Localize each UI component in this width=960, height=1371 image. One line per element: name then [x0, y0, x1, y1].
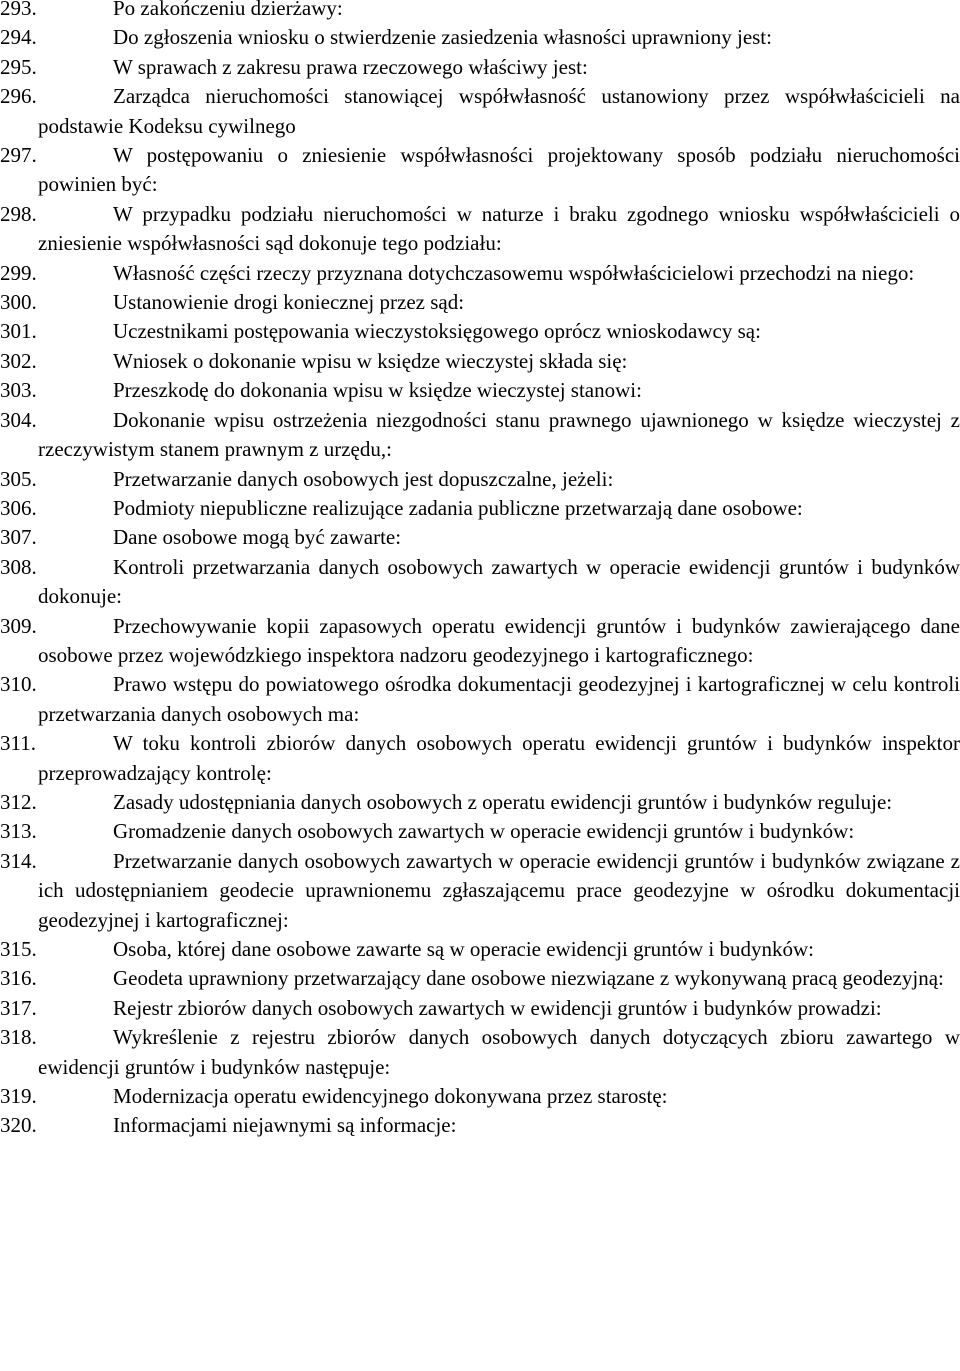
question-text: Kontroli przetwarzania danych osobowych zawartych w operacie ewidencji gruntów i budynków dokonuje:: [38, 554, 960, 609]
question-item: [0, 847, 960, 935]
question-text: Przetwarzanie danych osobowych jest dopuszczalne, jeżeli:: [113, 466, 614, 491]
question-item: [0, 729, 960, 788]
question-item: [0, 612, 960, 671]
question-text: Do zgłoszenia wniosku o stwierdzenie zasiedzenia własności uprawniony jest:: [113, 25, 772, 50]
question-item: [0, 994, 960, 1023]
question-item: [0, 347, 960, 376]
question-number: 309.: [0, 613, 37, 638]
question-number: 317.: [0, 995, 37, 1020]
question-text: Wniosek o dokonanie wpisu w księdze wieczystej składa się:: [113, 348, 628, 373]
question-number: 298.: [0, 201, 37, 226]
question-text: Podmioty niepubliczne realizujące zadania publiczne przetwarzają dane osobowe:: [113, 495, 803, 520]
question-item: [0, 259, 960, 288]
question-number: 304.: [0, 407, 37, 432]
question-item: [0, 141, 960, 200]
question-number: 307.: [0, 525, 37, 550]
question-item: [0, 82, 960, 141]
question-text: Po zakończeniu dzierżawy:: [113, 0, 343, 20]
question-number: 314.: [0, 848, 37, 873]
question-text: Osoba, której dane osobowe zawarte są w operacie ewidencji gruntów i budynków:: [113, 937, 814, 961]
question-item: [0, 553, 960, 612]
question-item: [0, 0, 960, 23]
question-item: [0, 376, 960, 405]
question-number: 299.: [0, 260, 37, 285]
question-text: Wykreślenie z rejestru zbiorów danych osobowych danych dotyczących zbioru zawartego w ewidencji gruntów i budynków następuje:: [38, 1025, 960, 1079]
question-text: Zarządca nieruchomości stanowiącej współwłasność ustanowiony przez współwłaścicieli na podstawie Kodeksu cywilnego: [38, 84, 960, 138]
question-number: 310.: [0, 672, 37, 697]
question-number: 312.: [0, 789, 37, 814]
question-item: [0, 1023, 960, 1082]
question-number: 302.: [0, 348, 37, 373]
question-text: Uczestnikami postępowania wieczystoksięgowego oprócz wnioskodawcy są:: [113, 319, 761, 344]
question-item: [0, 817, 960, 846]
question-item: [0, 317, 960, 346]
question-item: [0, 494, 960, 523]
question-number: 296.: [0, 84, 37, 109]
question-number: 313.: [0, 819, 37, 844]
question-text: W toku kontroli zbiorów danych osobowych operatu ewidencji gruntów i budynków inspektor przeprowadzający kontrolę:: [38, 731, 960, 785]
question-number: 320.: [0, 1113, 37, 1138]
question-number: 319.: [0, 1084, 37, 1109]
question-text: Modernizacja operatu ewidencyjnego dokonywana przez starostę:: [113, 1084, 668, 1109]
question-item: [0, 935, 960, 964]
question-text: Rejestr zbiorów danych osobowych zawartych w ewidencji gruntów i budynków prowadzi:: [113, 995, 882, 1020]
question-text: W przypadku podziału nieruchomości w naturze i braku zgodnego wniosku współwłaścicieli o zniesienie współwłasności sąd dokonuje tego podziału:: [38, 201, 960, 256]
question-item: [0, 406, 960, 465]
question-text: Geodeta uprawniony przetwarzający dane osobowe niezwiązane z wykonywaną pracą geodezyjną:: [113, 966, 944, 991]
question-text: Prawo wstępu do powiatowego ośrodka dokumentacji geodezyjnej i kartograficznej w celu kontroli przetwarzania danych osobowych ma:: [38, 672, 960, 726]
question-text: Własność części rzeczy przyznana dotychczasowemu współwłaścicielowi przechodzi na niego:: [113, 260, 915, 285]
question-text: Ustanowienie drogi koniecznej przez sąd:: [113, 290, 465, 315]
question-item: [0, 1082, 960, 1111]
question-item: [0, 465, 960, 494]
question-number: 318.: [0, 1025, 37, 1050]
question-number: 297.: [0, 143, 37, 168]
question-text: W postępowaniu o zniesienie współwłasności projektowany sposób podziału nieruchomości powinien być:: [38, 143, 960, 197]
question-item: [0, 200, 960, 259]
question-item: [0, 523, 960, 552]
question-text: Gromadzenie danych osobowych zawartych w operacie ewidencji gruntów i budynków:: [113, 819, 855, 844]
question-text: Dokonanie wpisu ostrzeżenia niezgodności stanu prawnego ujawnionego w księdze wieczystej z rzeczywistym stanem prawnym z urzędu,:: [38, 407, 960, 462]
question-item: [0, 53, 960, 82]
question-text: Przechowywanie kopii zapasowych operatu ewidencji gruntów i budynków zawierającego dane osobowe przez wojewódzkiego inspektora nadzoru geodezyjnego i kartograficznego:: [38, 613, 960, 667]
question-number: 294.: [0, 25, 37, 50]
question-number: 305.: [0, 466, 37, 491]
question-number: 300.: [0, 290, 37, 315]
question-number: 315.: [0, 937, 37, 961]
question-number: 316.: [0, 966, 37, 991]
question-number: 306.: [0, 495, 37, 520]
question-item: [0, 788, 960, 817]
question-number: 293.: [0, 0, 37, 20]
question-text: W sprawach z zakresu prawa rzeczowego właściwy jest:: [113, 54, 588, 79]
question-text: Informacjami niejawnymi są informacje:: [113, 1113, 457, 1138]
question-text: Przetwarzanie danych osobowych zawartych w operacie ewidencji gruntów i budynków związane z ich udostępnianiem geodecie uprawnionemu zgłaszającemu prace geodezyjne w ośrodku dokumentacji geodezyjnej i kartograficznej:: [38, 848, 960, 932]
question-number: 311.: [0, 731, 36, 756]
question-item: [0, 288, 960, 317]
question-text: Zasady udostępniania danych osobowych z operatu ewidencji gruntów i budynków reguluje:: [113, 789, 893, 814]
question-item: [0, 670, 960, 729]
question-text: Przeszkodę do dokonania wpisu w księdze wieczystej stanowi:: [113, 378, 642, 403]
question-text: Dane osobowe mogą być zawarte:: [113, 525, 402, 550]
question-item: [0, 964, 960, 993]
question-item: [0, 23, 960, 52]
question-number: 301.: [0, 319, 37, 344]
question-number: 295.: [0, 54, 37, 79]
question-number: 308.: [0, 554, 37, 579]
question-number: 303.: [0, 378, 37, 403]
question-item: [0, 1111, 960, 1140]
